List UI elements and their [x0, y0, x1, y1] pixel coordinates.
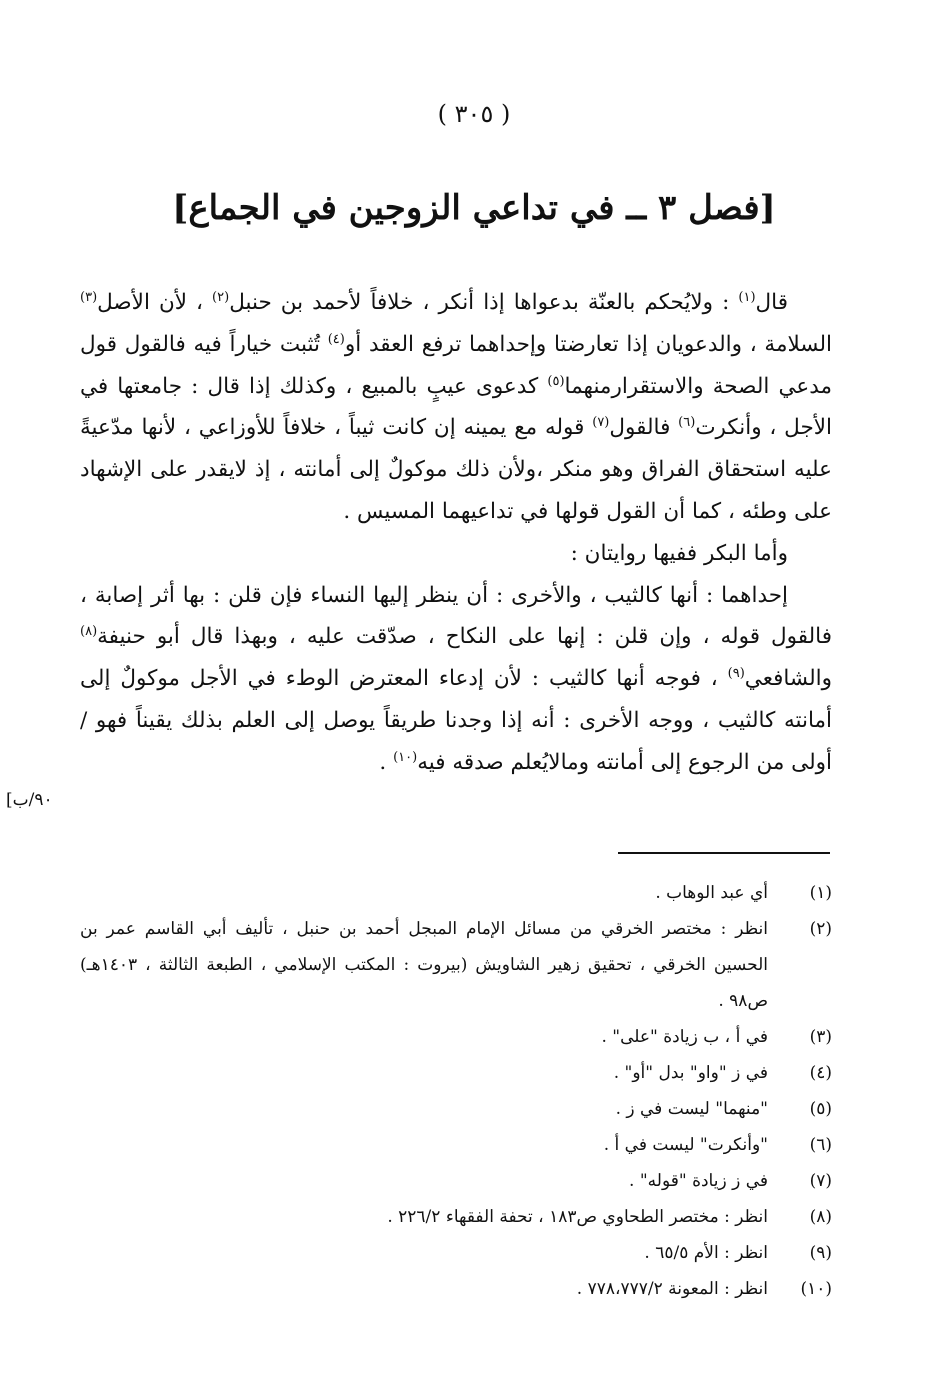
footnote-text: في ز "واو" بدل "أو" .	[613, 1063, 768, 1083]
footnote-number: (٧)	[809, 1171, 832, 1191]
footnote-marker: (٩)	[727, 666, 745, 682]
footnote-marker: (١٠)	[393, 749, 418, 765]
footnote-number: (٥)	[809, 1099, 832, 1119]
footnote-item	[80, 1235, 832, 1271]
footnote-number: (٣)	[809, 1027, 832, 1047]
text-run: فالقول	[609, 415, 679, 441]
footnote-number: (٢)	[809, 919, 832, 939]
paragraph	[80, 533, 832, 575]
footnote-text: انظر : الأم ٦٥/٥ .	[644, 1243, 768, 1263]
footnote-number: (١)	[809, 883, 832, 903]
footnote-text: في ز زيادة "قوله" .	[629, 1171, 768, 1191]
text-run: إحداهما : أنها كالثيب ، والأخرى : أن ينظر إليها النساء فإن قلن : بها أثر إصابة ، فالقول قوله ، وإن قلن : إنها على النكاح ، صدّقت عليه ، وبهذا قال أبو حنيفة	[80, 582, 832, 650]
text-run: ، لأن الأصل	[97, 290, 213, 315]
footnote-number: (١٠)	[800, 1279, 832, 1299]
paragraph	[80, 282, 832, 533]
footnote-number: (٨)	[809, 1207, 832, 1227]
text-run: قال	[755, 290, 788, 315]
text-run: : ولايُحكم بالعنّة بدعواها إذا أنكر ، خلافاً لأحمد بن حنبل	[229, 290, 739, 315]
footnote-marker: (٦)	[678, 415, 696, 431]
footnote-marker: (٥)	[547, 373, 565, 389]
footnote-number: (٦)	[809, 1135, 832, 1155]
text-run: قوله مع يمينه إن كانت ثيباً ، خلافاً للأوزاعي ، لأنها مدّعيةً عليه استحقاق الفراق وهو منكر ،ولأن ذلك موكولٌ إلى أمانته ، إذ لايقدر على الإشهاد على وطئه ، كما أن القول قولها في تداعيهما المسيس .	[80, 415, 832, 524]
body-text	[80, 282, 832, 784]
text-run: تُثبت خياراً فيه فالقول قول مدعي الصحة والاستقرارمنهما	[80, 331, 833, 399]
footnote-marker: (٤)	[327, 331, 345, 347]
text-run: وأما البكر ففيها روايتان :	[570, 540, 788, 566]
footnote-number: (٩)	[809, 1243, 832, 1263]
footnote-text: أي عبد الوهاب .	[655, 883, 768, 903]
footnote-item	[80, 1127, 832, 1163]
footnote-item	[80, 1055, 832, 1091]
footnote-item	[80, 911, 832, 1019]
footnote-item	[80, 1199, 832, 1235]
text-run: كدعوى عيبٍ بالمبيع ، وكذلك إذا قال : جامعتها في الأجل ، وأنكرت	[80, 373, 832, 441]
footnote-number: (٤)	[809, 1063, 832, 1083]
footnote-item	[80, 1091, 832, 1127]
footnote-marker: (٣)	[80, 289, 98, 305]
footnote-text: "وأنكرت" ليست في أ .	[603, 1135, 768, 1155]
footnote-marker: (٧)	[592, 415, 610, 431]
footnote-item	[80, 875, 832, 911]
chapter-title: [فصل ٣ ــ في تداعي الزوجين في الجماع]	[172, 188, 776, 228]
text-run: ، فوجه أنها كالثيب : لأن إدعاء المعترض الوطء في الأجل موكولٌ إلى أمانته كالثيب ، ووجه الأخرى : أنه إذا وجدنا طريقاً يوصل إلى العلم بذلك يقيناً فهو / أولى من الرجوع إلى أمانته ومالايُعلم صدقه فيه	[80, 666, 832, 775]
text-run: السلامة ، والدعويان إذا تعارضتا وإحداهما ترفع العقد أو	[344, 331, 833, 357]
paragraph	[80, 575, 832, 784]
page-number: ( ٣٠٥ )	[437, 100, 511, 128]
text-run: .	[379, 749, 394, 775]
footnote-text: انظر : مختصر الخرقي من مسائل الإمام المبجل أحمد بن حنبل ، تأليف أبي القاسم عمر بن الحسين الخرقي ، تحقيق زهير الشاويش (بيروت : المكتب الإسلامي ، الطبعة الثالثة ، ١٤٠٣هـ) ص٩٨ .	[80, 919, 768, 1011]
text-run: والشافعي	[744, 666, 832, 692]
footnote-item	[80, 1019, 832, 1055]
footnote-item	[80, 1271, 832, 1307]
footnote-text: انظر : المعونة ٧٧٨،٧٧٧/٢ .	[576, 1279, 768, 1299]
footnote-item	[80, 1163, 832, 1199]
footnote-marker: (١)	[738, 289, 756, 305]
footnote-divider	[618, 852, 830, 854]
footnote-marker: (٢)	[212, 289, 230, 305]
footnote-text: "منهما" ليست في ز .	[615, 1099, 768, 1119]
footnotes	[80, 875, 832, 1307]
footnote-text: انظر : مختصر الطحاوي ص١٨٣ ، تحفة الفقهاء ٢٢٦/٢ .	[387, 1207, 768, 1227]
margin-folio-note: [٩٠/ب	[6, 790, 53, 810]
footnote-text: في أ ، ب زيادة "على" .	[601, 1027, 768, 1047]
footnote-marker: (٨)	[80, 624, 98, 640]
